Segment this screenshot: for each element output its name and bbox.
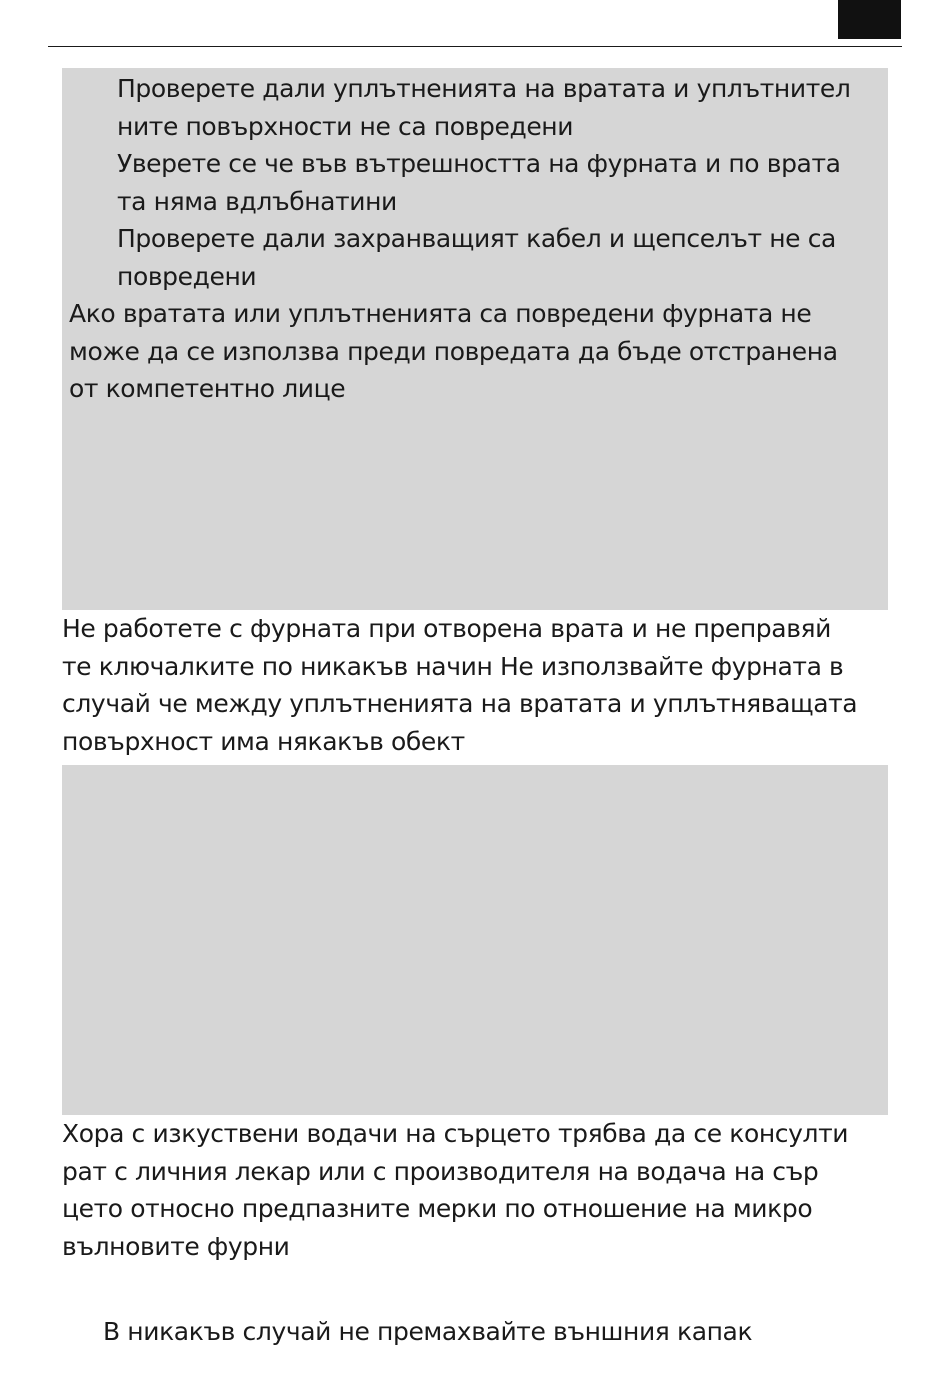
text-line: повърхност има някакъв обект bbox=[62, 726, 465, 756]
text-line: случай че между уплътненията на вратата и уплътняващата bbox=[62, 689, 858, 718]
paragraph-damage-warning bbox=[69, 295, 838, 408]
text-line: В никакъв случай не премахвайте външния капак bbox=[103, 1317, 753, 1346]
gray-panel-middle bbox=[62, 765, 888, 1115]
paragraph-open-door-warning bbox=[62, 610, 857, 760]
text-line: та няма вдлъбнатини bbox=[117, 186, 397, 216]
paragraph-cover-warning bbox=[103, 1313, 752, 1351]
text-line: ните повърхности не са повредени bbox=[117, 111, 574, 141]
bullet-item-no-dents bbox=[117, 145, 841, 220]
text-line: Ако вратата или уплътненията са повредени фурната не bbox=[69, 299, 812, 328]
text-line: от компетентно лице bbox=[69, 374, 346, 403]
text-line: цето относно предпазните мерки по отношение на микро bbox=[62, 1194, 813, 1223]
text-line: повредени bbox=[117, 261, 257, 291]
text-line: може да се използва преди повредата да бъде отстранена bbox=[69, 336, 838, 366]
text-line: вълновите фурни bbox=[62, 1231, 290, 1261]
text-line: Хора с изкуствени водачи на сърцето трябва да се консулти bbox=[62, 1119, 849, 1148]
bullet-item-door-seals bbox=[117, 70, 850, 145]
text-line: Проверете дали захранващият кабел и щепселът не са bbox=[117, 224, 836, 253]
paragraph-pacemaker-warning bbox=[62, 1115, 848, 1265]
bullet-item-power-cord bbox=[117, 220, 836, 295]
header-rule bbox=[48, 46, 902, 47]
text-line: рат с личния лекар или с производителя на водача на сър bbox=[62, 1156, 819, 1186]
page-corner-marker bbox=[838, 0, 901, 39]
text-line: Уверете се че във вътрешността на фурната и по врата bbox=[117, 149, 841, 178]
text-line: Проверете дали уплътненията на вратата и уплътнител bbox=[117, 74, 851, 103]
text-line: те ключалките по никакъв начин Не използвайте фурната в bbox=[62, 651, 844, 681]
text-line: Не работете с фурната при отворена врата и не преправяй bbox=[62, 614, 832, 643]
